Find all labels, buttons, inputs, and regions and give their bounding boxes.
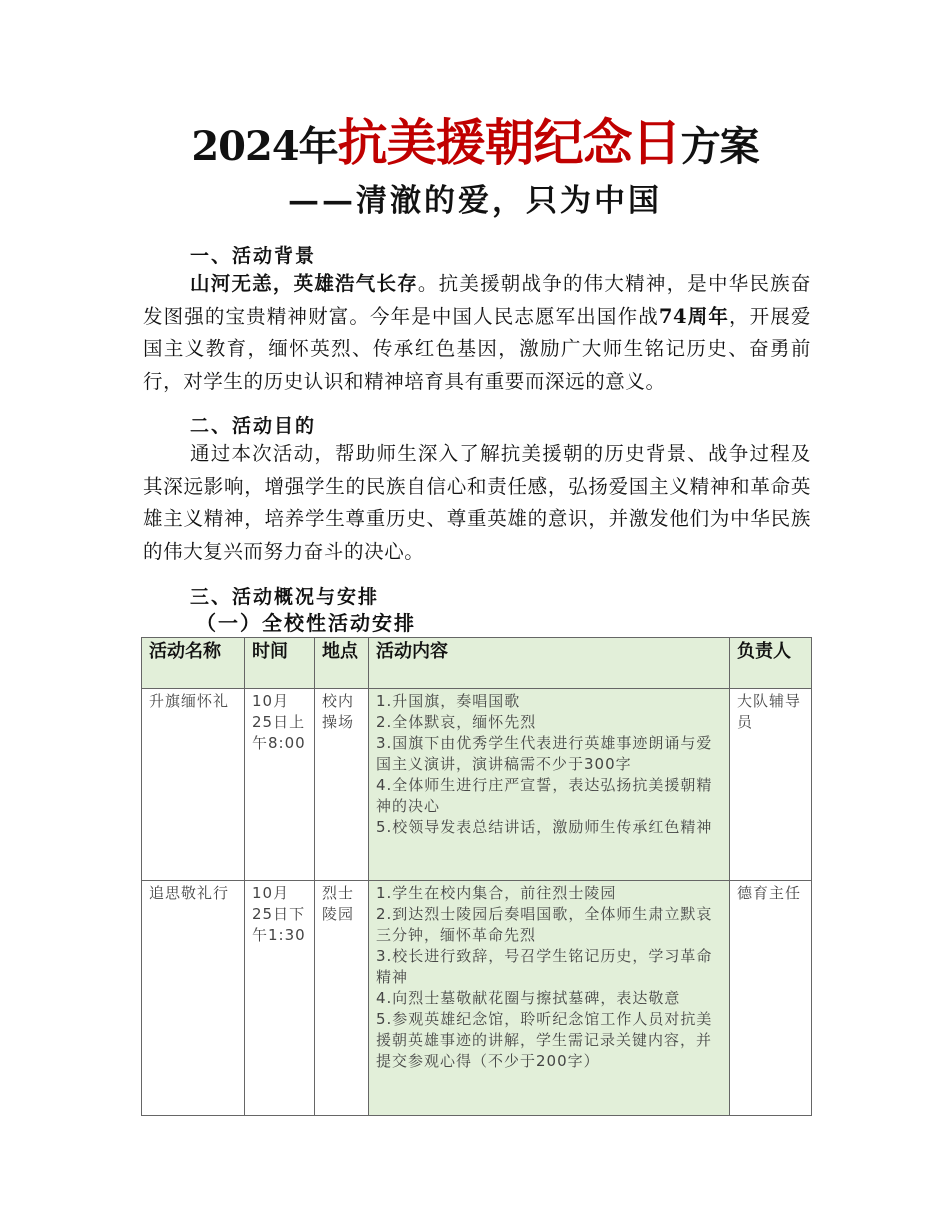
header-activity-name: 活动名称: [142, 638, 245, 689]
header-content: 活动内容: [369, 638, 730, 689]
cell-place: 烈士陵园: [315, 881, 369, 1116]
section1-text-a: 。抗美援朝战争的伟大精神，是中华民族奋发图强的宝贵精神财富。今年是中国人民志愿军出国作战: [143, 272, 811, 328]
page-subtitle: ——清澈的爱，只为中国: [288, 183, 662, 219]
cell-owner: 德育主任: [730, 881, 812, 1116]
activity-table: [141, 637, 812, 1116]
content-item: 3.国旗下由优秀学生代表进行英雄事迹朗诵与爱国主义演讲，演讲稿需不少于300字: [376, 734, 713, 773]
cell-activity-name: 升旗缅怀礼: [142, 689, 245, 881]
content-item: 1.升国旗，奏唱国歌: [376, 692, 521, 710]
header-owner: 负责人: [730, 638, 812, 689]
table-row: [142, 881, 812, 1116]
title-prefix: 2024年: [191, 123, 338, 170]
section1-bold-years: 74周年: [658, 304, 729, 328]
content-item: 4.全体师生进行庄严宣誓，表达弘扬抗美援朝精神的决心: [376, 776, 713, 815]
cell-content: [369, 881, 730, 1116]
title-suffix: 方案: [680, 123, 759, 170]
cell-activity-name: 追思敬礼行: [142, 881, 245, 1116]
page-title: [0, 108, 950, 182]
cell-time: 10月25日下午1:30: [245, 881, 315, 1116]
content-item: 2.到达烈士陵园后奏唱国歌，全体师生肃立默哀三分钟，缅怀革命先烈: [376, 905, 713, 944]
header-time: 时间: [245, 638, 315, 689]
section2-paragraph: 通过本次活动，帮助师生深入了解抗美援朝的历史背景、战争过程及其深远影响，增强学生的民族自信心和责任感，弘扬爱国主义精神和革命英雄主义精神，培养学生尊重历史、尊重英雄的意识，并激发他们为中华民族的伟大复兴而努力奋斗的决心。: [143, 442, 811, 563]
content-item: 2.全体默哀，缅怀先烈: [376, 713, 537, 731]
table-row: [142, 689, 812, 881]
title-highlight: 抗美援朝纪念日: [337, 113, 681, 172]
content-item: 1.学生在校内集合，前往烈士陵园: [376, 884, 617, 902]
content-item: 5.校领导发表总结讲话，激励师生传承红色精神: [376, 818, 713, 836]
section1-paragraph: [143, 268, 811, 398]
section3-subheading: （一）全校性活动安排: [196, 611, 416, 635]
header-place: 地点: [315, 638, 369, 689]
content-item: 4.向烈士墓敬献花圈与擦拭墓碑，表达敬意: [376, 989, 681, 1007]
cell-owner: 大队辅导员: [730, 689, 812, 881]
table-header-row: [142, 638, 812, 689]
section1-heading: 一、活动背景: [190, 245, 317, 267]
section1-text-b: ，开展爱国主义教育，缅怀英烈、传承红色基因，激励广大师生铭记历史、奋勇前行，对学生的历史认识和精神培育具有重要而深远的意义。: [143, 304, 811, 393]
section3-heading: 三、活动概况与安排: [190, 586, 380, 608]
content-item: 5.参观英雄纪念馆，聆听纪念馆工作人员对抗美援朝英雄事迹的讲解，学生需记录关键内容，并提交参观心得（不少于200字）: [376, 1010, 713, 1070]
section2-heading: 二、活动目的: [190, 415, 317, 437]
section1-bold-lead: 山河无恙，英雄浩气长存: [190, 272, 418, 295]
cell-place: 校内操场: [315, 689, 369, 881]
cell-time: 10月25日上午8:00: [245, 689, 315, 881]
cell-content: [369, 689, 730, 881]
content-item: 3.校长进行致辞，号召学生铭记历史，学习革命精神: [376, 947, 713, 986]
